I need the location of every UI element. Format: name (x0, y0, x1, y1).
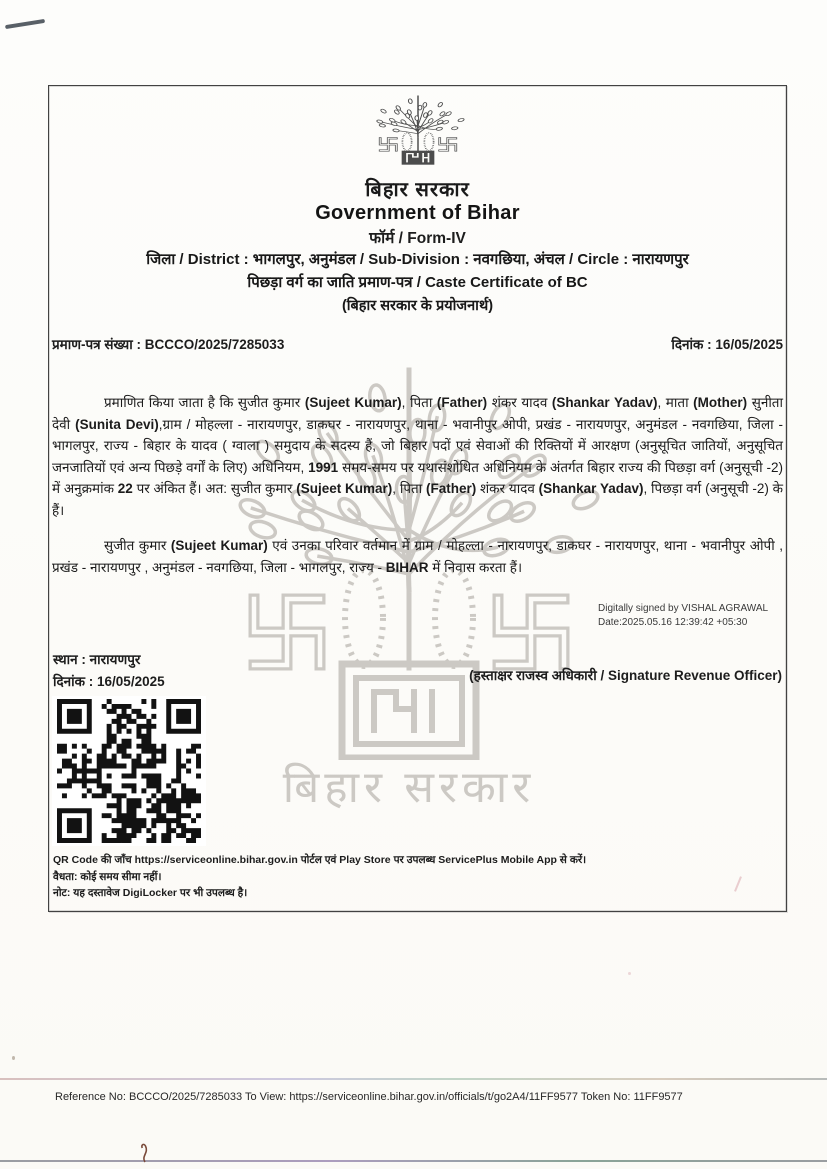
certificate-title: पिछड़ा वर्ग का जाति प्रमाण-पत्र / Caste Certificate of BC (247, 274, 588, 291)
date-value: 16/05/2025 (97, 674, 165, 689)
govt-title-hindi: बिहार सरकार (365, 179, 470, 201)
place-value: नारायणपुर (89, 652, 141, 667)
officer-signature-line: (हस्ताक्षर राजस्व अधिकारी / Signature Revenue Officer) (469, 668, 782, 683)
scan-squiggle-mark (138, 1142, 152, 1164)
govt-title-english: Government of Bihar (315, 202, 520, 224)
digital-signature-line-2: Date:2025.05.16 12:39:42 +05:30 (598, 616, 748, 628)
notes-block (53, 852, 782, 902)
certificate-date-label: दिनांक : (671, 337, 716, 352)
note-qr-verification: QR Code की जाँच https://serviceonline.bihar.gov.in पोर्टल एवं Play Store पर उपलब्ध ServicePlus Mobile App से करें। (53, 854, 587, 866)
digital-signature-block (598, 602, 768, 629)
date-label: दिनांक : (53, 674, 98, 689)
place-label: स्थान : (53, 652, 90, 667)
note-digilocker: नोट: यह दस्तावेज DigiLocker पर भी उपलब्ध है। (53, 887, 248, 899)
certificate-date-value: 16/05/2025 (715, 337, 783, 352)
place-date-block (53, 649, 165, 693)
footer-reference-line: Reference No: BCCCO/2025/7285033 To View: https://serviceonline.bihar.gov.in/officials/t/go2A4/11FF9577 Token No: 11FF9577 (55, 1091, 683, 1103)
form-title: फॉर्म / Form-IV (369, 230, 466, 247)
certificate-frame (48, 85, 787, 912)
digital-signature-line-1: Digitally signed by VISHAL AGRAWAL (598, 603, 769, 614)
place-line (53, 649, 165, 671)
certificate-header (49, 92, 786, 248)
certificate-date (671, 335, 783, 353)
certificate-number-label: प्रमाण-पत्र संख्या : (52, 337, 145, 352)
date-line (53, 671, 165, 693)
certificate-body-paragraph-1: प्रमाणित किया जाता है कि सुजीत कुमार (Sujeet Kumar), पिता (Father) शंकर यादव (Shankar Yadav), माता (Mother) सुनीता देवी (Sunita Devi),ग्राम / मोहल्ला - नारायणपुर, डाकघर - नारायणपुर, थाना - भवानीपुर ओपी, प्रखंड - नारायणपुर, अनुमंडल - नवगछिया, जिला - भागलपुर, राज्य - बिहार के यादव ( ग्वाला ) समुदाय के सदस्य हैं, जो बिहार पदों एवं सेवाओं की रिक्तियों में आरक्षण (अनुसूचित जातियों, अनुसूचित जनजातियों एवं अन्य पिछड़े वर्गों के लिए) अधिनियम, 1991 समय-समय पर यथासंशोधित अधिनियम के अंतर्गत बिहार राज्य की पिछड़ा वर्ग (अनुसूची -2) में अनुक्रमांक 22 पर अंकित हैं। अत: सुजीत कुमार (Sujeet Kumar), पिता (Father) शंकर यादव (Shankar Yadav), पिछड़ा वर्ग (अनुसूची -2) के हैं। (52, 395, 784, 518)
scan-line-bottom-edge (0, 1160, 827, 1162)
qr-code-image (55, 699, 203, 843)
certificate-body-paragraph-2: सुजीत कुमार (Sujeet Kumar) एवं उनका परिवार वर्तमान में ग्राम / मोहल्ला - नारायणपुर, डाकघर - नारायणपुर, थाना - भवानीपुर ओपी , प्रखंड - नारायणपुर , अनुमंडल - नवगछिया, जिला - भागलपुर, राज्य - BIHAR में निवास करता हैं। (52, 538, 783, 575)
certificate-meta-row (52, 335, 783, 353)
scan-speck-pink (628, 972, 631, 975)
district-line: जिला / District : भागलपुर, अनुमंडल / Sub-Division : नवगछिया, अंचल / Circle : नारायणपुर (146, 251, 689, 268)
certificate-number (52, 335, 284, 353)
note-validity: वैधता: कोई समय सीमा नहीं। (53, 870, 162, 883)
certificate-subheader (49, 249, 786, 315)
scan-mark-top-left-dash (5, 19, 45, 29)
purpose-line: (बिहार सरकार के प्रयोजनार्थ) (341, 298, 494, 314)
certificate-number-value: BCCCO/2025/7285033 (144, 337, 285, 352)
watermark-text: बिहार सरकार (282, 763, 536, 812)
bihar-emblem-icon (368, 92, 468, 168)
qr-code (52, 696, 206, 846)
scan-line-above-footer (0, 1078, 827, 1080)
scan-speck (12, 1056, 15, 1060)
